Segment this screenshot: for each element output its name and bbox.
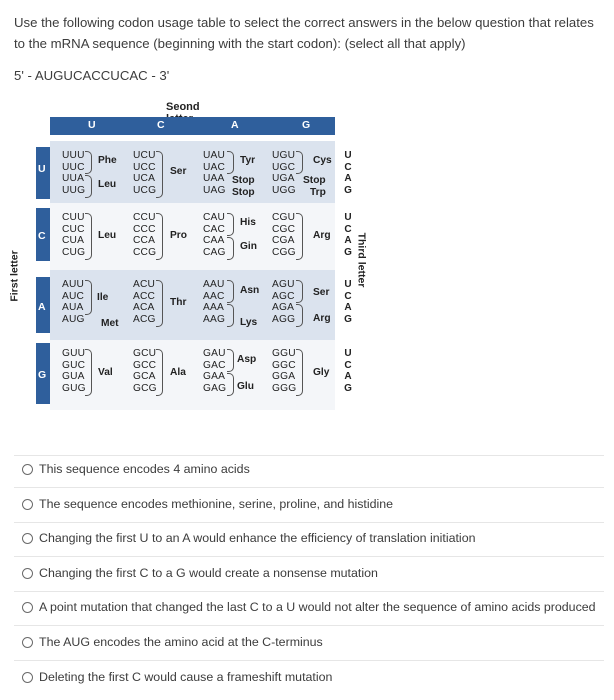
codons-ag: AGU AGC AGA AGG — [272, 279, 296, 326]
header-g: G — [302, 119, 311, 131]
codons-cu: CUU CUC CUA CUG — [62, 212, 86, 259]
aa-phe: Phe — [98, 155, 117, 166]
aa-cys: Cys — [313, 155, 332, 166]
option-2[interactable] — [22, 497, 393, 511]
codons-au: AUU AUC AUA AUG — [62, 279, 85, 326]
divider — [14, 556, 604, 557]
option-label: This sequence encodes 4 amino acids — [39, 462, 250, 476]
aa-trp: Trp — [310, 187, 326, 198]
question-text: Use the following codon usage table to select the correct answers in the below question that relates to the mRNA sequence (beginning with the start codon): (select all that apply) — [14, 15, 594, 51]
first-c: C — [38, 230, 46, 242]
aa-stop-3: Stop — [303, 175, 326, 186]
header-a: A — [231, 119, 239, 131]
aa-lys: Lys — [240, 317, 258, 328]
aa-ser: Ser — [170, 166, 187, 177]
header-c: C — [157, 119, 165, 131]
codons-ac: ACU ACC ACA ACG — [133, 279, 156, 326]
option-7[interactable] — [22, 670, 332, 684]
first-letter-label: First letter — [8, 250, 21, 302]
option-1[interactable] — [22, 462, 250, 476]
mrna-sequence: 5' - AUGUCACCUCAC - 3' — [14, 68, 170, 83]
aa-ser-2: Ser — [313, 287, 330, 298]
aa-thr: Thr — [170, 297, 187, 308]
second-letter-header — [50, 117, 335, 135]
option-label: The AUG encodes the amino acid at the C-terminus — [39, 635, 323, 649]
aa-val: Val — [98, 367, 113, 378]
codons-cc: CCU CCC CCA CCG — [133, 212, 157, 259]
codons-gc: GCU GCC GCA GCG — [133, 348, 157, 395]
radio-icon[interactable] — [22, 464, 33, 475]
codons-ua: UAU UAC UAA UAG — [203, 150, 226, 197]
option-label: A point mutation that changed the last C to a U would not alter the sequence of amino acids produced — [39, 600, 596, 614]
aa-glu: Glu — [237, 381, 254, 392]
divider — [14, 625, 604, 626]
option-label: Deleting the first C would cause a frameshift mutation — [39, 670, 333, 684]
codons-ca: CAU CAC CAA CAG — [203, 212, 226, 259]
codons-ug: UGU UGC UGA UGG — [272, 150, 296, 197]
radio-icon[interactable] — [22, 533, 33, 544]
option-3[interactable] — [22, 531, 475, 545]
codons-gu: GUU GUC GUA GUG — [62, 348, 86, 395]
aa-gin: Gin — [240, 241, 257, 252]
divider — [14, 455, 604, 456]
option-label: Changing the first U to an A would enhance the efficiency of translation initiation — [39, 531, 476, 545]
third-letter-label: Third letter — [355, 232, 368, 288]
aa-his: His — [240, 217, 256, 228]
divider — [14, 591, 604, 592]
option-label: The sequence encodes methionine, serine, proline, and histidine — [39, 497, 394, 511]
third-letters-a: U C A G — [344, 279, 352, 326]
aa-tyr: Tyr — [240, 155, 256, 166]
radio-icon[interactable] — [22, 568, 33, 579]
aa-leu-2: Leu — [98, 230, 117, 241]
codons-gg: GGU GGC GGA GGG — [272, 348, 297, 395]
codons-uu: UUU UUC UUA UUG — [62, 150, 86, 197]
first-u: U — [38, 163, 46, 175]
aa-asp: Asp — [237, 354, 257, 365]
codons-cg: CGU CGC CGA CGG — [272, 212, 296, 259]
option-5[interactable] — [22, 600, 596, 614]
third-letters-u: U C A G — [344, 150, 352, 197]
divider — [14, 522, 604, 523]
header-u: U — [88, 119, 96, 131]
option-4[interactable] — [22, 566, 378, 580]
aa-met: Met — [101, 318, 119, 329]
radio-icon[interactable] — [22, 499, 33, 510]
aa-pro: Pro — [170, 230, 187, 241]
third-letters-g: U C A G — [344, 348, 352, 395]
radio-icon[interactable] — [22, 637, 33, 648]
codons-ga: GAU GAC GAA GAG — [203, 348, 227, 395]
aa-arg: Arg — [313, 230, 331, 241]
aa-ile: Ile — [97, 292, 109, 303]
option-label: Changing the first C to a G would create a nonsense mutation — [39, 566, 378, 580]
third-letters-c: U C A G — [344, 212, 352, 259]
option-6[interactable] — [22, 635, 323, 649]
aa-ala: Ala — [170, 367, 186, 378]
radio-icon[interactable] — [22, 672, 33, 683]
second-letter-label: Seond — [166, 101, 200, 113]
aa-stop-2: Stop — [232, 187, 255, 198]
radio-icon[interactable] — [22, 602, 33, 613]
aa-stop-1: Stop — [232, 175, 255, 186]
first-g: G — [38, 369, 47, 381]
codons-aa: AAU AAC AAA AAG — [203, 279, 226, 326]
codons-uc: UCU UCC UCA UCG — [133, 150, 157, 197]
aa-leu: Leu — [98, 179, 117, 190]
aa-gly: Gly — [313, 367, 330, 378]
aa-asn: Asn — [240, 285, 260, 296]
first-a: A — [38, 301, 46, 313]
aa-arg-2: Arg — [313, 313, 331, 324]
divider — [14, 487, 604, 488]
divider — [14, 660, 604, 661]
